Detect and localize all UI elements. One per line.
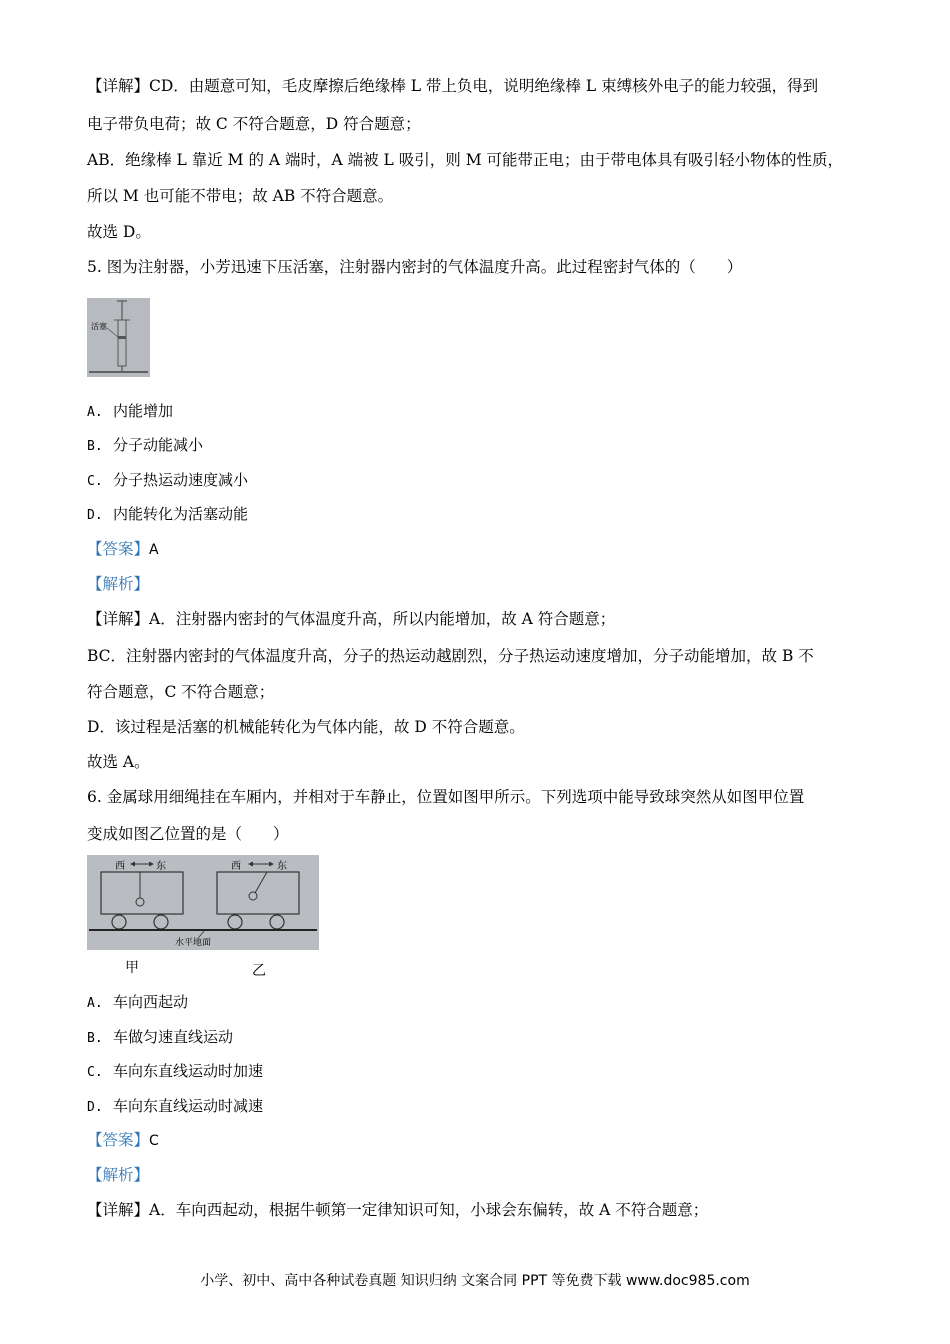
cart-figure bbox=[87, 855, 319, 950]
question-5-stem: 5. 图为注射器，小芳迅速下压活塞，注射器内密封的气体温度升高。此过程密封气体的（ ） bbox=[87, 258, 743, 276]
option-text: 分子动能减小 bbox=[113, 436, 204, 454]
option-text: 车向西起动 bbox=[113, 993, 189, 1011]
option-a bbox=[87, 400, 173, 424]
option-letter: A. bbox=[87, 405, 103, 420]
answer-label: 【答案】 bbox=[87, 540, 150, 558]
option-text: 内能转化为活塞动能 bbox=[113, 505, 249, 523]
piston-label: 活塞 bbox=[91, 322, 107, 331]
option-c bbox=[87, 469, 248, 493]
answer-line bbox=[87, 538, 159, 561]
option-text: 车向东直线运动时加速 bbox=[113, 1062, 264, 1080]
option-letter: B. bbox=[87, 439, 103, 454]
answer-label: 【答案】 bbox=[87, 1131, 150, 1149]
detail-text: BC．注射器内密封的气体温度升高，分子的热运动越剧烈，分子热运动速度增加，分子动能增加，故 B 不 bbox=[87, 647, 814, 665]
detail-text: 所以 M 也可能不带电；故 AB 不符合题意。 bbox=[87, 187, 394, 205]
option-letter: D. bbox=[87, 1100, 103, 1115]
syringe-icon bbox=[87, 298, 150, 377]
answer-line bbox=[87, 1129, 159, 1152]
detail-text: 电子带负电荷；故 C 不符合题意，D 符合题意； bbox=[87, 115, 421, 133]
figure-yi-label: 乙 bbox=[252, 963, 266, 979]
option-text: 内能增加 bbox=[113, 402, 174, 420]
option-c bbox=[87, 1060, 263, 1084]
option-text: 分子热运动速度减小 bbox=[113, 471, 249, 489]
analysis-label: 【解析】 bbox=[87, 1166, 150, 1184]
east-label: 东 bbox=[277, 861, 287, 872]
detail-text: D．该过程是活塞的机械能转化为气体内能，故 D 不符合题意。 bbox=[87, 718, 525, 736]
option-text: 车做匀速直线运动 bbox=[113, 1028, 234, 1046]
west-label: 西 bbox=[231, 861, 241, 872]
answer-value: A bbox=[149, 542, 159, 558]
option-b bbox=[87, 1026, 233, 1050]
syringe-figure bbox=[87, 298, 150, 377]
option-text: 车向东直线运动时减速 bbox=[113, 1097, 264, 1115]
option-a bbox=[87, 991, 188, 1015]
ground-label: 水平地面 bbox=[175, 938, 212, 948]
question-6-stem: 变成如图乙位置的是（ ） bbox=[87, 825, 289, 843]
option-letter: C. bbox=[87, 1065, 103, 1080]
answer-value: C bbox=[149, 1133, 159, 1149]
option-b bbox=[87, 434, 203, 458]
detail-text: 【详解】A．车向西起动，根据牛顿第一定律知识可知，小球会东偏转，故 A 不符合题意； bbox=[87, 1201, 709, 1219]
page-footer: 小学、初中、高中各种试卷真题 知识归纳 文案合同 PPT 等免费下载 www.doc985.com bbox=[200, 1273, 750, 1289]
option-letter: B. bbox=[87, 1031, 103, 1046]
analysis-label: 【解析】 bbox=[87, 575, 150, 593]
option-letter: C. bbox=[87, 474, 103, 489]
detail-text: 故选 D。 bbox=[87, 223, 151, 241]
detail-text: 【详解】A．注射器内密封的气体温度升高，所以内能增加，故 A 符合题意； bbox=[87, 610, 616, 628]
option-letter: D. bbox=[87, 508, 103, 523]
detail-text: 符合题意，C 不符合题意； bbox=[87, 683, 275, 701]
option-letter: A. bbox=[87, 996, 103, 1011]
detail-text: 【详解】CD．由题意可知，毛皮摩擦后绝缘棒 L 带上负电，说明绝缘棒 L 束缚核外电子的能力较强，得到 bbox=[87, 77, 819, 95]
west-label: 西 bbox=[115, 861, 125, 872]
option-d bbox=[87, 1095, 263, 1119]
question-6-stem: 6. 金属球用细绳挂在车厢内，并相对于车静止，位置如图甲所示。下列选项中能导致球突然从如图甲位置 bbox=[87, 788, 805, 806]
east-label: 东 bbox=[156, 861, 166, 872]
detail-text: AB．绝缘棒 L 靠近 M 的 A 端时，A 端被 L 吸引，则 M 可能带正电；由于带电体具有吸引轻小物体的性质， bbox=[87, 151, 843, 169]
detail-text: 故选 A。 bbox=[87, 753, 150, 771]
option-d bbox=[87, 503, 248, 527]
figure-jia-label: 甲 bbox=[125, 960, 139, 976]
